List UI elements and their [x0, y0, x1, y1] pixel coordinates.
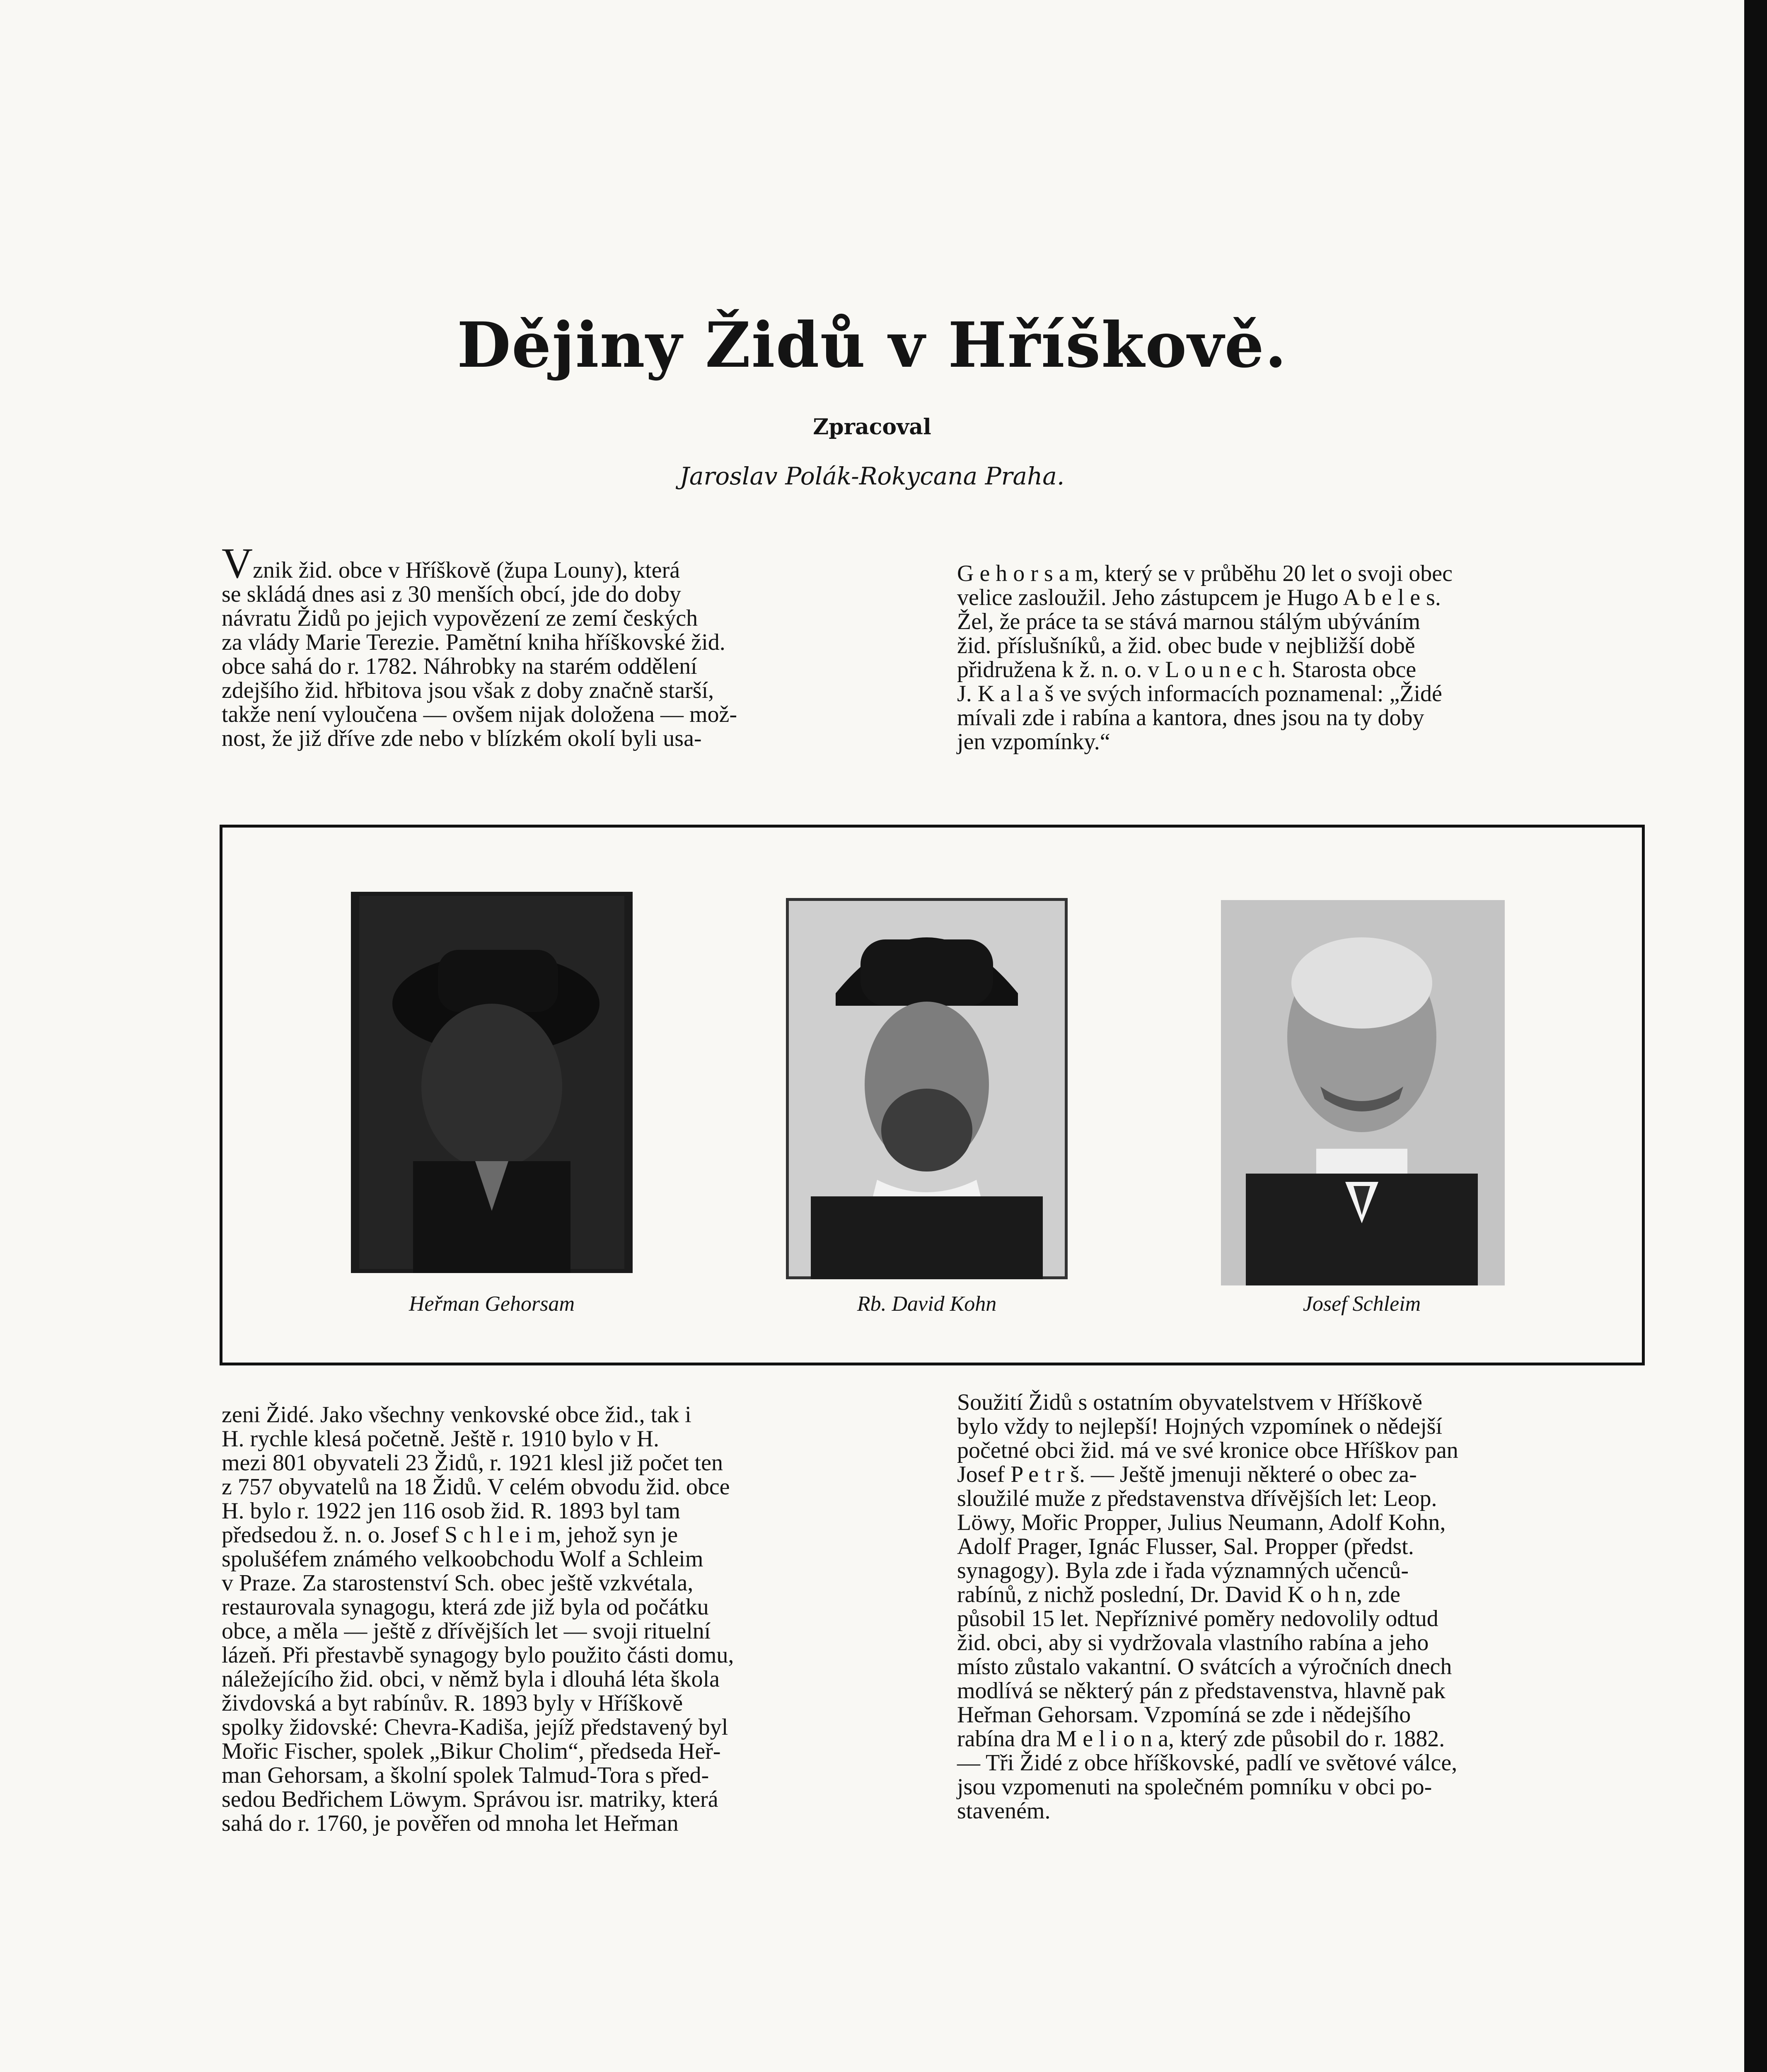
portrait-photo-kohn	[786, 898, 1068, 1279]
article-title: Dějiny Židů v Hříškově.	[457, 309, 1288, 382]
byline-label: Zpracoval	[813, 414, 931, 440]
article-column-bottom-right: Soužití Židů s ostatním obyvatelstvem v Hříškově bylo vždy to nejlepší! Hojných vzpomínek o nědejší početné obci žid. má ve své kronice obce Hříškov pan Josef P e t r š. — Ještě jmenuji některé o obec za- sloužilé muže z představenstva dřívějších let: Leop. Löwy, Mořic Propper, Julius Neumann, Adolf Kohn, Adolf Prager, Ignác Flusser, Sal. Propper (předst. synagogy). Byla zde i řada významných učenců- rabínů, z nichž poslední, Dr. David K o h n, zde působil 15 let. Nepříznivé poměry nedovolily odtud žid. obci, aby si vydržovala vlastního rabína a jeho místo zůstalo vakantní. O svátcích a výročních dnech modlívá se některý pán z představenstva, hlavně pak Heřman Gehorsam. Vzpomíná se zde i nědejšího rabína dra M e l i o n a, který zde působil do r. 1882. — Tři Židé z obce hříškovské, padlí ve světové válce, jsou vzpomenuti na společném pomníku v obci po- staveném.	[957, 1389, 1458, 1824]
photo-panel	[220, 825, 1645, 1365]
article-column-top-right: G e h o r s a m, který se v průběhu 20 let o svoji obec velice zasloužil. Jeho zástupcem je Hugo A b e l e s. Žel, že práce ta se stává marnou stálým ubýváním žid. příslušníků, a žid. obec bude v nejbližší době přidružena k ž. n. o. v L o u n e c h. Starosta obce J. K a l a š ve svých informacích poznamenal: „Židé mívali zde i rabína a kantora, dnes jsou na ty doby jen vzpomínky.“	[957, 561, 1453, 755]
photo-caption-schleim: Josef Schleim	[1303, 1292, 1421, 1316]
drop-cap: V	[222, 540, 253, 587]
article-column-bottom-left: zeni Židé. Jako všechny venkovské obce žid., tak i H. rychle klesá početně. Ještě r. 1910 bylo v H. mezi 801 obyvateli 23 Židů, r. 1921 klesl již počet ten z 757 obyvatelů na 18 Židů. V celém obvodu žid. obce H. bylo r. 1922 jen 116 osob žid. R. 1893 byl tam předsedou ž. n. o. Josef S c h l e i m, jehož syn je spolušéfem známého velkoobchodu Wolf a Schleim v Praze. Za starostenství Sch. obec ještě vzkvétala, restaurovala synagogu, která zde již byla od počátku obce, a měla — ještě z dřívějších let — svoji rituelní lázeň. Při přestavbě synagogy bylo použito části domu, náležejícího žid. obci, v němž byla i dlouhá léta škola živdovská a byt rabínův. R. 1893 byly v Hříškově spolky židovské: Chevra-Kadiša, jejíž představený byl Mořic Fischer, spolek „Bikur Cholim“, předseda Heř- man Gehorsam, a školní spolek Talmud-Tora s před- sedou Bedřichem Löwym. Správou isr. matriky, která sahá do r. 1760, je pověřen od mnoha let Heřman	[222, 1402, 734, 1836]
byline-author: Jaroslav Polák-Rokycana Praha.	[679, 462, 1065, 490]
photo-caption-gehorsam: Heřman Gehorsam	[409, 1292, 575, 1316]
portrait-photo-schleim	[1221, 900, 1505, 1285]
article-column-top-left	[222, 540, 926, 751]
photo-caption-kohn: Rb. David Kohn	[857, 1292, 997, 1316]
portrait-photo-gehorsam	[351, 892, 633, 1273]
paragraph-top-left: znik žid. obce v Hříškově (župa Louny), která se skládá dnes asi z 30 menších obcí, jde do doby návratu Židů po jejich vypovězení ze zemí českých za vlády Marie Terezie. Pamětní kniha hříškovské žid. obce sahá do r. 1782. Náhrobky na starém oddělení zdejšího žid. hřbitova jsou však z doby značně starší, takže není vyloučena — ovšem nijak doložena — mož- nost, že již dříve zde nebo v blízkém okolí byli usa-	[222, 557, 737, 751]
